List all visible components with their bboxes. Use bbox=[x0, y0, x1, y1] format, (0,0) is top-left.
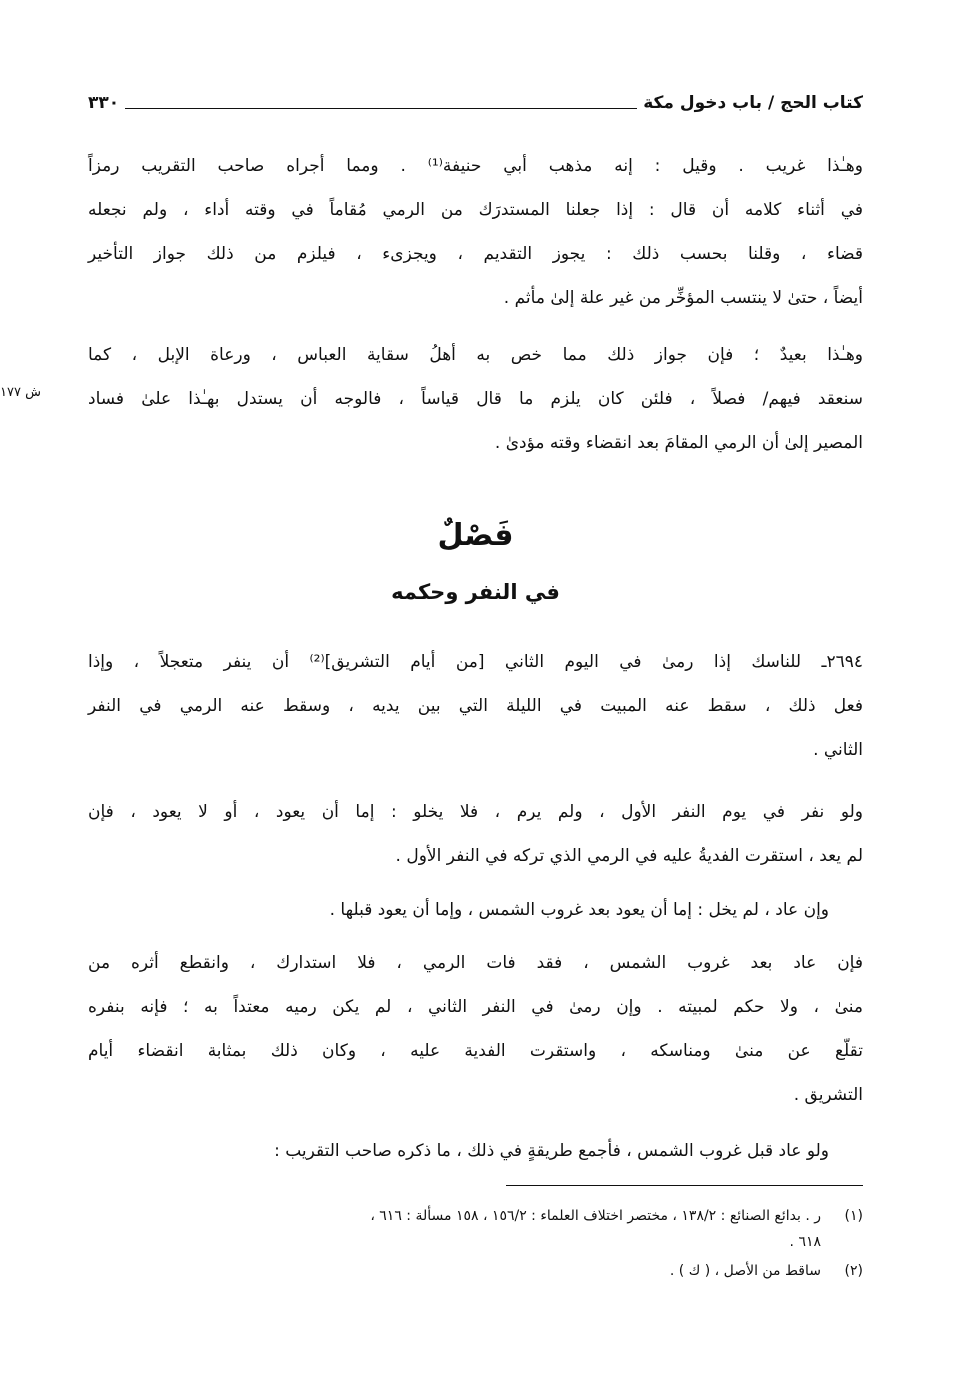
text-line: وهـٰذا غريب . وقيل : إنه مذهب أبي حنيفة⁽¹⁾ . ومما أجراه صاحب التقريب رمزاً bbox=[88, 156, 863, 176]
text-line: ولو عاد قبل غروب الشمس ، فأجمع طريقةٍ في ذلك ، ما ذكره صاحب التقريب : bbox=[274, 1141, 829, 1161]
page-header bbox=[88, 88, 863, 118]
line-text: سنعقد فيهم/ فصلاً ، فلئن كان يلزم ما قال قياساً ، فالوجه أن يستدل بهـٰذا علىٰ فساد bbox=[88, 389, 863, 409]
section-subtitle: في النفر وحكمه bbox=[391, 580, 560, 604]
text-line: تقلّع عن منىٰ ومناسكه ، واستقرت الفدية عليه ، وكان ذلك بمثابة انقضاء أيام bbox=[88, 1041, 863, 1061]
text-line: قضاء ، وقلنا بحسب ذلك : يجوز التقديم ، ويجزىء ، فيلزم من ذلك جواز التأخير bbox=[88, 244, 863, 264]
footnote-text: ر . بدائع الصنائع : ١٣٨/٢ ، مختصر اختلاف العلماء : ١٥٦/٢ ، ١٥٨ مسألة : ٦١٦ ، bbox=[370, 1208, 821, 1224]
text-line: منىٰ ، ولا حكم لمبيته . وإن رمىٰ في النفر الثاني ، لم يكن رميه معتداً به ؛ فإنه بنفره bbox=[88, 997, 863, 1017]
paragraph bbox=[88, 144, 863, 320]
text-line: وإن عاد ، لم يخل : إما أن يعود بعد غروب الشمس ، وإما أن يعود قبلها . bbox=[329, 900, 829, 920]
text-line: فإن عاد بعد غروب الشمس ، فقد فات الرمي ، فلا استدارك ، وانقطع أثره من bbox=[88, 953, 863, 973]
text-line: الثاني . bbox=[813, 740, 863, 760]
footnote-text: ٦١٨ . bbox=[789, 1234, 821, 1250]
text-line: ٢٦٩٤ـ للناسك إذا رمىٰ في اليوم الثاني [من أيام التشريق]⁽²⁾ أن ينفر متعجلاً ، وإذا bbox=[88, 652, 863, 672]
footnote-text: ساقط من الأصل ، ( ك ) . bbox=[669, 1263, 821, 1279]
footnote-divider bbox=[506, 1185, 863, 1186]
section-ornament-title: فَصْلٌ bbox=[437, 518, 514, 553]
text-line: أيضاً ، حتىٰ لا ينتسب المؤخِّر من غير علة إلىٰ مأثم . bbox=[503, 288, 863, 308]
text-line: في أثناء كلامه أن قال : إذا جعلنا المستدرَك من الرمي مُقاماً في وقته أداء ، ولم نجعله bbox=[88, 200, 863, 220]
page-number: ٣٣٠ bbox=[88, 93, 120, 113]
text-line: التشريق . bbox=[793, 1085, 863, 1105]
header-rule bbox=[125, 108, 637, 109]
paragraph bbox=[88, 888, 863, 932]
footnote bbox=[88, 1258, 863, 1284]
text-line: المصير إلىٰ أن الرمي المقامَ بعد انقضاء وقته مؤدىٰ . bbox=[494, 433, 863, 453]
text-line bbox=[88, 377, 863, 421]
paragraph bbox=[88, 640, 863, 772]
text-line: ولو نفر في يوم النفر الأول ، ولم يرم ، فلا يخلو : إما أن يعود ، أو لا يعود ، فإن bbox=[88, 802, 863, 822]
running-title: كتاب الحج / باب دخول مكة bbox=[643, 93, 863, 113]
footnote-number: (٢) bbox=[844, 1263, 863, 1279]
text-line: فعل ذلك ، سقط عنه المبيت في الليلة التي بين يديه ، وسقط عنه الرمي في النفر bbox=[88, 696, 863, 716]
margin-folio-note: ش ١٧٧ bbox=[0, 385, 41, 400]
footnote-number: (١) bbox=[844, 1208, 863, 1224]
paragraph bbox=[88, 1129, 863, 1173]
paragraph bbox=[88, 941, 863, 1117]
footnote bbox=[88, 1203, 863, 1255]
text-line: لم يعد ، استقرت الفديةُ عليه في الرمي الذي تركه في النفر الأول . bbox=[395, 846, 863, 866]
text-line: وهـٰذا بعيدٌ ؛ فإن جواز ذلك مما خص به أهلُ سقاية العباس ، ورعاة الإبل ، كما bbox=[88, 345, 863, 365]
paragraph bbox=[88, 790, 863, 878]
paragraph bbox=[88, 333, 863, 465]
